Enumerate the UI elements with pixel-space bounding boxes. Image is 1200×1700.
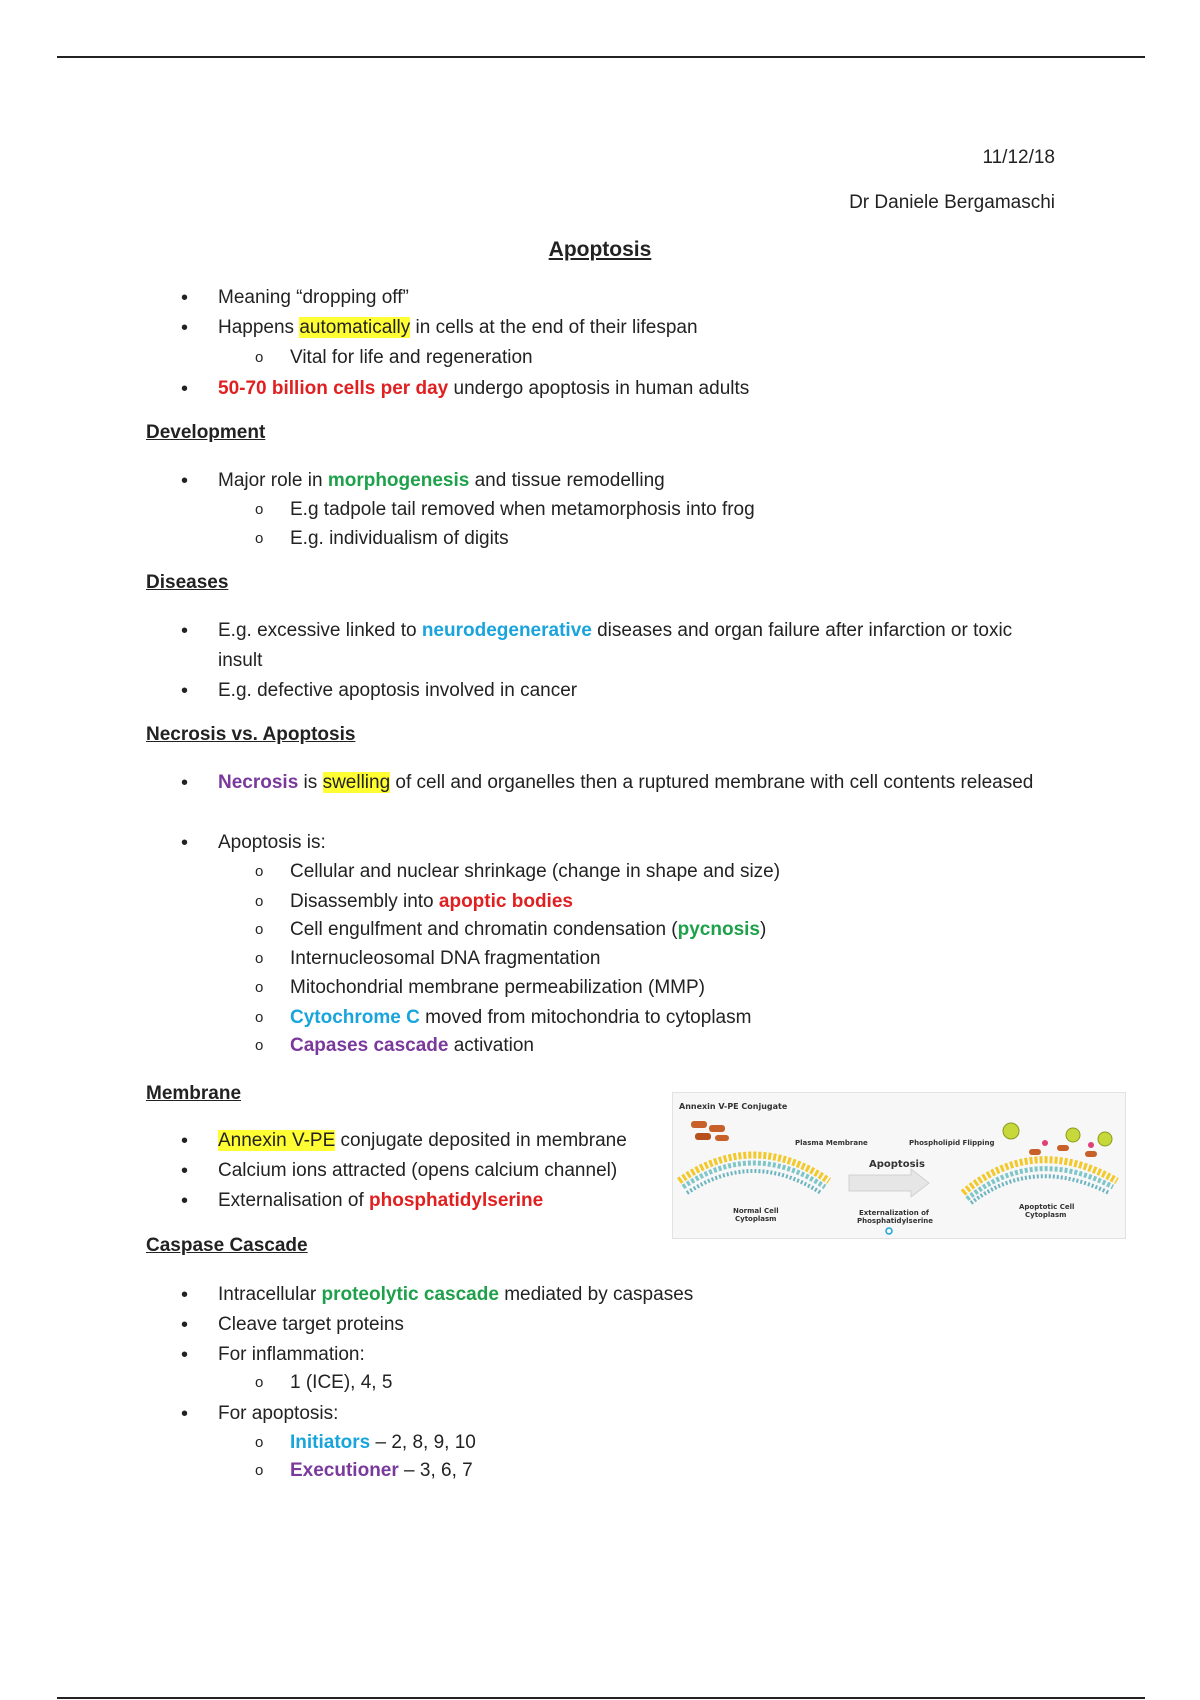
bullet-icon: •	[181, 772, 189, 794]
diagram-label-ext-2: Phosphatidylserine	[857, 1217, 934, 1225]
circle-bullet-icon: o	[255, 1374, 264, 1391]
sub-list-item: o Internucleosomal DNA fragmentation	[255, 945, 601, 973]
circle-bullet-icon: o	[255, 349, 264, 366]
small-molecule-icon	[886, 1228, 892, 1234]
list-item: • Annexin V-PE conjugate deposited in membrane	[181, 1126, 661, 1156]
list-item: • Apoptosis is:	[181, 828, 1061, 858]
bullet-icon: •	[181, 1130, 189, 1152]
list-item: • 50-70 billion cells per day undergo apoptosis in human adults	[181, 374, 1061, 404]
circle-bullet-icon: o	[255, 950, 264, 967]
bullet-icon: •	[181, 470, 189, 492]
highlight: automatically	[299, 317, 411, 338]
bullet-icon: •	[181, 1284, 189, 1306]
diagram-label-flipping: Phospholipid Flipping	[909, 1139, 995, 1147]
circle-bullet-icon: o	[255, 1009, 264, 1026]
highlight: Annexin V-PE	[218, 1130, 336, 1151]
list-item: • Meaning “dropping off”	[181, 283, 1061, 313]
circle-bullet-icon: o	[255, 979, 264, 996]
section-heading-necrosis: Necrosis vs. Apoptosis	[146, 724, 356, 745]
list-item: • E.g. excessive linked to neurodegenerative diseases and organ failure after infarction or toxic insult	[181, 616, 1041, 676]
diagram-label-apoptosis: Apoptosis	[869, 1159, 925, 1170]
list-item: • Externalisation of phosphatidylserine	[181, 1186, 661, 1216]
circle-bullet-icon: o	[255, 893, 264, 910]
circle-bullet-icon: o	[255, 863, 264, 880]
circle-bullet-icon: o	[255, 530, 264, 547]
sub-list-item: o Cytochrome C moved from mitochondria to cytoplasm	[255, 1004, 751, 1032]
section-heading-membrane: Membrane	[146, 1083, 242, 1104]
bullet-icon: •	[181, 1190, 189, 1212]
bullet-icon: •	[181, 287, 189, 309]
diagram-label-ext-1: Externalization of	[859, 1209, 929, 1217]
bullet-icon: •	[181, 1160, 189, 1182]
normal-membrane-icon	[679, 1155, 829, 1193]
list-item: • E.g. defective apoptosis involved in cancer	[181, 676, 1061, 706]
section-heading-development: Development	[146, 422, 266, 443]
sub-list-item: o E.g. individualism of digits	[255, 525, 509, 553]
circle-bullet-icon: o	[255, 921, 264, 938]
apoptotic-membrane-icon	[963, 1123, 1117, 1203]
circle-bullet-icon: o	[255, 1434, 264, 1451]
bullet-icon: •	[181, 317, 189, 339]
list-item: • Happens automatically in cells at the end of their lifespan	[181, 313, 1061, 343]
sub-list-item: o Executioner – 3, 6, 7	[255, 1457, 473, 1485]
sub-list-item: o Vital for life and regeneration	[255, 344, 533, 372]
sub-list-item: o Mitochondrial membrane permeabilization (MMP)	[255, 974, 705, 1002]
list-item: • For inflammation:	[181, 1340, 1061, 1370]
section-heading-diseases: Diseases	[146, 572, 229, 593]
circle-bullet-icon: o	[255, 1037, 264, 1054]
bottom-rule	[57, 1697, 1145, 1699]
diagram-label-conjugate: Annexin V-PE Conjugate	[679, 1102, 788, 1111]
highlight: swelling	[322, 772, 391, 793]
author: Dr Daniele Bergamaschi	[849, 192, 1055, 213]
sub-list-item: o Disassembly into apoptic bodies	[255, 888, 573, 916]
list-item: • Intracellular proteolytic cascade mediated by caspases	[181, 1280, 1061, 1310]
sub-list-item: o 1 (ICE), 4, 5	[255, 1369, 392, 1397]
sub-list-item: o E.g tadpole tail removed when metamorphosis into frog	[255, 496, 755, 524]
page-title: Apoptosis	[548, 238, 652, 261]
sub-list-item: o Cellular and nuclear shrinkage (change in shape and size)	[255, 858, 780, 886]
annexin-membrane-diagram	[672, 1092, 1126, 1239]
membrane-diagram-svg	[673, 1093, 1125, 1238]
list-item: • Cleave target proteins	[181, 1310, 1061, 1340]
bullet-icon: •	[181, 378, 189, 400]
conjugate-molecules-icon	[691, 1121, 729, 1141]
sub-list-item: o Capases cascade activation	[255, 1032, 534, 1060]
arrow-right-icon	[849, 1169, 929, 1197]
section-heading-caspase: Caspase Cascade	[146, 1235, 308, 1256]
diagram-label-apop-1: Apoptotic Cell	[1019, 1203, 1075, 1211]
bullet-icon: •	[181, 1314, 189, 1336]
top-rule	[57, 56, 1145, 58]
circle-bullet-icon: o	[255, 1462, 264, 1479]
date: 11/12/18	[982, 147, 1055, 168]
list-item: • For apoptosis:	[181, 1399, 1061, 1429]
list-item: • Calcium ions attracted (opens calcium channel)	[181, 1156, 661, 1186]
bullet-icon: •	[181, 620, 189, 642]
sub-list-item: o Initiators – 2, 8, 9, 10	[255, 1429, 476, 1457]
bullet-icon: •	[181, 1344, 189, 1366]
diagram-label-normal-2: Cytoplasm	[735, 1215, 777, 1223]
list-item: • Necrosis is swelling of cell and organelles then a ruptured membrane with cell contents released	[181, 768, 1041, 798]
bullet-icon: •	[181, 680, 189, 702]
diagram-label-normal-1: Normal Cell	[733, 1207, 779, 1215]
diagram-label-apop-2: Cytoplasm	[1025, 1211, 1067, 1219]
bullet-icon: •	[181, 1403, 189, 1425]
circle-bullet-icon: o	[255, 501, 264, 518]
list-item: • Major role in morphogenesis and tissue remodelling	[181, 466, 1061, 496]
diagram-label-plasma: Plasma Membrane	[795, 1139, 868, 1147]
sub-list-item: o Cell engulfment and chromatin condensation (pycnosis)	[255, 916, 766, 944]
bullet-icon: •	[181, 832, 189, 854]
